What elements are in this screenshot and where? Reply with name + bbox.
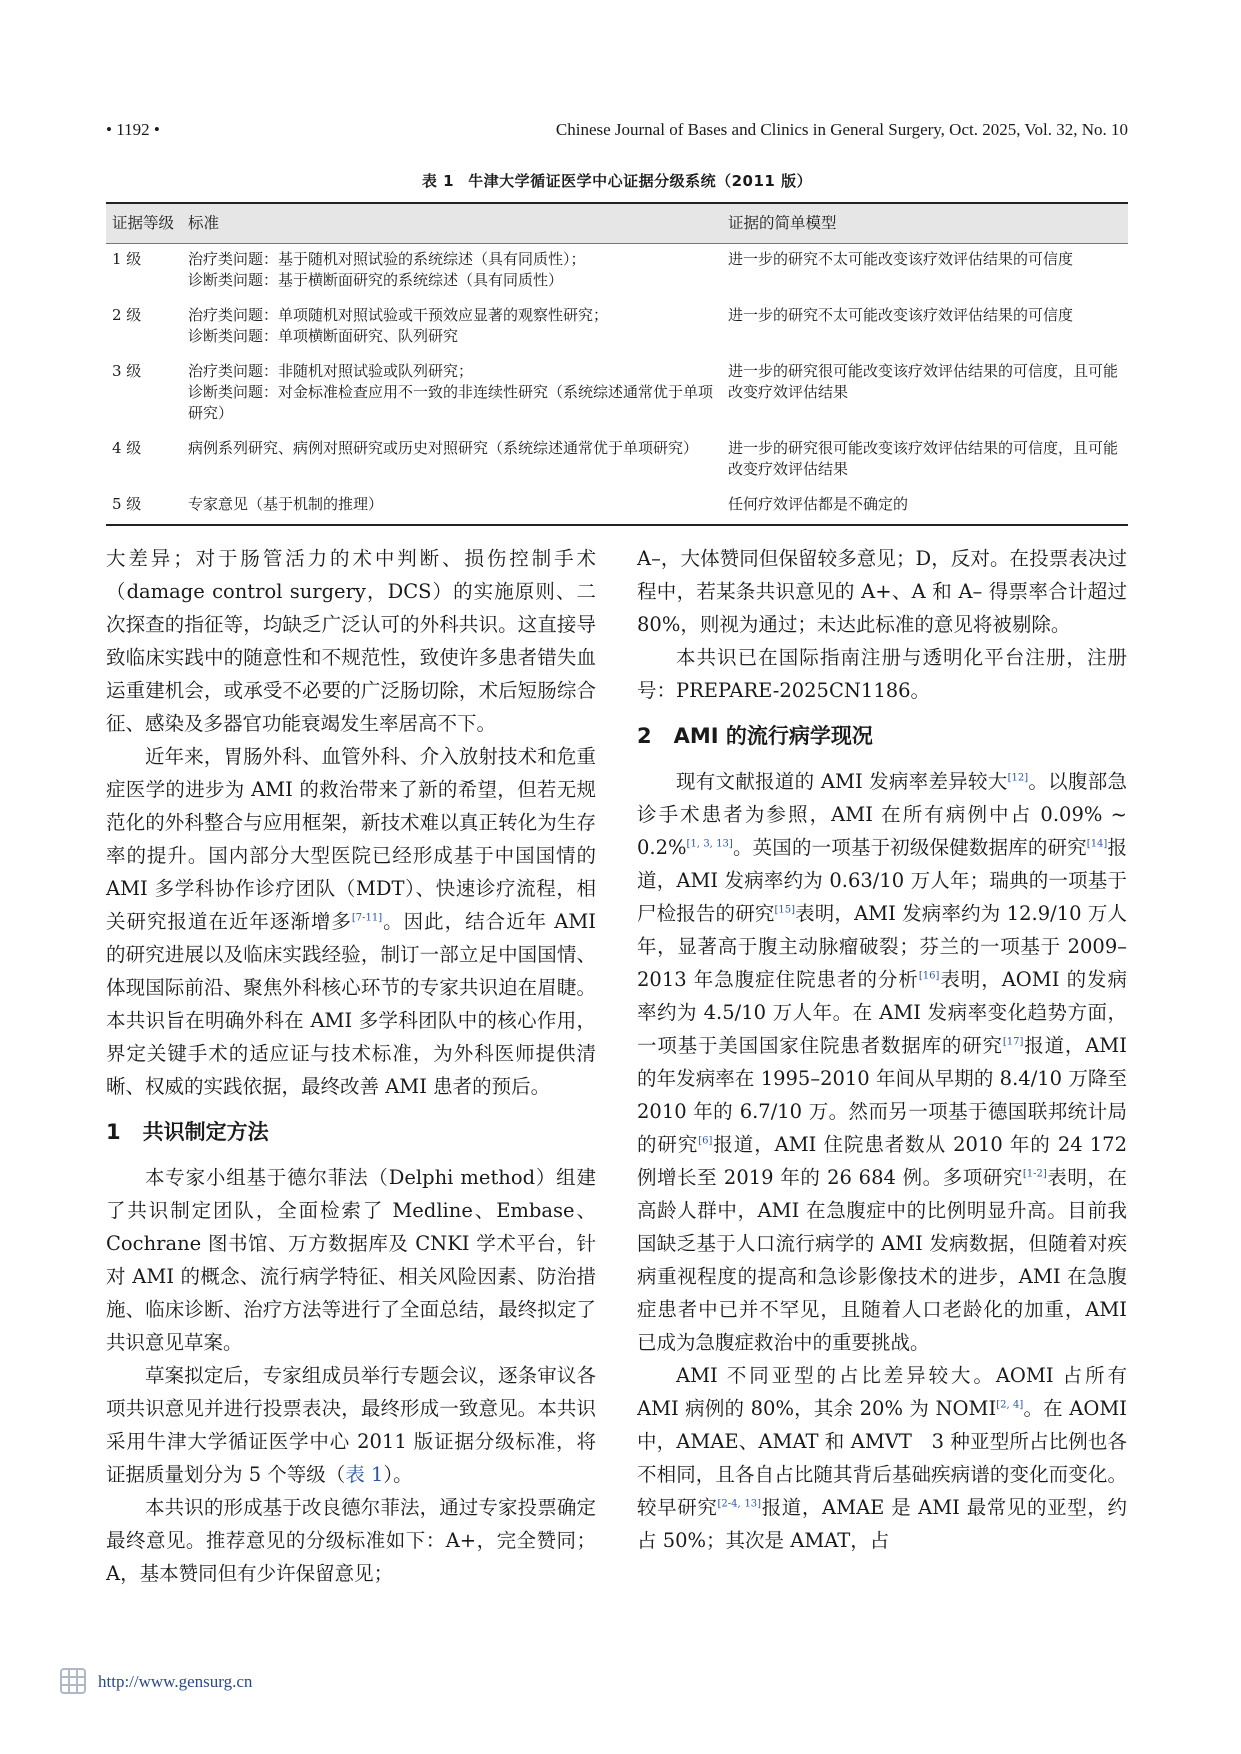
section-number: 2 — [637, 724, 652, 748]
paragraph: 本共识的形成基于改良德尔菲法，通过专家投票确定最终意见。推荐意见的分级标准如下：A+，完全赞同；A，基本赞同但有少许保留意见； — [106, 1496, 596, 1585]
citation-link[interactable]: [2-4, 13] — [717, 1498, 762, 1510]
paragraph: 本专家小组基于德尔菲法（Delphi method）组建了共识制定团队，全面检索了 Medline、Embase、Cochrane 图书馆、万方数据库及 CNKI 学术平台，针对 AMI 的概念、流行病学特征、相关风险因素、防治措施、临床诊断、治疗方法等进行了全面总结，最终拟定了共识意见草案。 — [106, 1166, 596, 1354]
citation-link[interactable]: [2, 4] — [996, 1399, 1024, 1411]
level-cell: 4 级 — [112, 439, 142, 457]
journal-logo-icon — [58, 1666, 88, 1696]
criteria-cell — [182, 489, 722, 525]
paragraph: A–，大体赞同但保留较多意见；D，反对。在投票表决过程中，若某条共识意见的 A+、A 和 A– 得票率合计超过 80%，则视为通过；未达此标准的意见将被剔除。 — [637, 547, 1127, 636]
citation-link[interactable]: [17] — [1002, 1036, 1024, 1048]
model-cell: 进一步的研究很可能改变该疗效评估结果的可信度，且可能改变疗效评估结果 — [728, 362, 1119, 401]
text-run: 表明，AMI 发病率约为 12.9/10 万人年，显著高于腹主动脉瘤破裂；芬兰的一项基于 2009–2013 年急腹症住院患者的分析 — [637, 902, 1127, 991]
citation-link[interactable]: [16] — [918, 970, 940, 982]
evidence-level-table — [106, 202, 1128, 526]
model-cell: 进一步的研究很可能改变该疗效评估结果的可信度，且可能改变疗效评估结果 — [728, 439, 1119, 478]
citation-link[interactable]: [1, 3, 13] — [686, 838, 733, 850]
criteria-line: 治疗类问题：单项随机对照试验或干预效应显著的观察性研究； — [188, 306, 609, 324]
model-cell: 进一步的研究不太可能改变该疗效评估结果的可信度 — [728, 306, 1074, 324]
table-header-row — [106, 203, 1128, 244]
paragraph: 大差异；对于肠管活力的术中判断、损伤控制手术（damage control surgery，DCS）的实施原则、二次探查的指征等，均缺乏广泛认可的外科共识。这直接导致临床实践中的随意性和不规范性，致使许多患者错失血运重建机会，或承受不必要的广泛肠切除，术后短肠综合征、感染及多器官功能衰竭发生率居高不下。 — [106, 547, 596, 735]
criteria-line: 治疗类问题：基于随机对照试验的系统综述（具有同质性）； — [188, 250, 586, 268]
left-column — [106, 542, 596, 1590]
section-heading — [637, 721, 1127, 751]
page-header — [106, 120, 1128, 144]
table-title: 牛津大学循证医学中心证据分级系统（2011 版） — [468, 172, 813, 190]
text-run: ）。 — [383, 1463, 413, 1486]
section-heading — [106, 1117, 596, 1147]
model-cell: 进一步的研究不太可能改变该疗效评估结果的可信度 — [728, 250, 1074, 268]
table-row — [106, 489, 1128, 525]
text-run: 。以腹部急诊手术患者为参照，AMI 在所有病例中占 0.09% ~ 0.2% — [637, 770, 1127, 859]
text-run: AMI 不同亚型的占比差异较大。AOMI 占所有 AMI 病例的 80%，其余 20% 为 NOMI — [637, 1364, 1127, 1420]
criteria-cell — [182, 244, 722, 301]
text-run: 草案拟定后，专家组成员举行专题会议，逐条审议各项共识意见并进行投票表决，最终形成一致意见。本共识采用牛津大学循证医学中心 2011 版证据分级标准，将证据质量划分为 5 个等级（ — [106, 1364, 596, 1486]
criteria-line: 诊断类问题：单项横断面研究、队列研究 — [188, 327, 459, 345]
page-number: • 1192 • — [106, 120, 160, 139]
criteria-line: 诊断类问题：对金标准检查应用不一致的非连续性研究（系统综述通常优于单项研究） — [188, 383, 714, 422]
citation-link[interactable]: [7-11] — [351, 912, 383, 924]
table-caption — [106, 170, 1128, 191]
right-column — [637, 542, 1127, 1557]
text-run: 表明，在高龄人群中，AMI 在急腹症中的比例明显升高。目前我国缺乏基于人口流行病学的 AMI 发病数据，但随着对疾病重视程度的提高和急诊影像技术的进步，AMI 在急腹症患者中已并不罕见，且随着人口老龄化的加重，AMI 已成为急腹症救治中的重要挑战。 — [637, 1166, 1127, 1354]
paragraph — [106, 1359, 596, 1491]
table-row — [106, 356, 1128, 433]
journal-website-link[interactable]: http://www.gensurg.cn — [98, 1672, 253, 1691]
section-title: AMI 的流行病学现况 — [673, 724, 873, 748]
criteria-line: 专家意见（基于机制的推理） — [188, 495, 384, 513]
table-row — [106, 433, 1128, 489]
table-reference-link[interactable]: 表 1 — [345, 1463, 384, 1486]
level-cell: 5 级 — [106, 489, 182, 525]
text-run: 。英国的一项基于初级保健数据库的研究 — [732, 836, 1087, 859]
citation-link[interactable]: [1-2] — [1022, 1168, 1047, 1180]
text-run: 近年来，胃肠外科、血管外科、介入放射技术和危重症医学的进步为 AMI 的救治带来了新的希望，但若无规范化的外科整合与应用框架，新技术难以真正转化为生存率的提升。国内部分大型医院已经形成基于中国国情的 AMI 多学科协作诊疗团队（MDT）、快速诊疗流程，相关研究报道在近年逐渐增多 — [106, 745, 596, 933]
citation-link[interactable]: [6] — [698, 1135, 713, 1147]
level-cell: 1 级 — [112, 250, 142, 268]
citation-link[interactable]: [15] — [774, 904, 796, 916]
criteria-line: 诊断类问题：基于横断面研究的系统综述（具有同质性） — [188, 271, 564, 289]
paragraph: 本共识已在国际指南注册与透明化平台注册，注册号：PREPARE-2025CN1186。 — [637, 646, 1127, 702]
text-run: 表明，AOMI 的发病率约为 4.5/10 万人年。在 AMI 发病率变化趋势方面，一项基于美国国家住院患者数据库的研究 — [637, 968, 1128, 1057]
criteria-cell — [182, 433, 722, 489]
criteria-line: 病例系列研究、病例对照研究或历史对照研究（系统综述通常优于单项研究） — [188, 439, 699, 457]
text-run: 报道，AMAE 是 AMI 最常见的亚型，约占 50%；其次是 AMAT，占 — [637, 1496, 1127, 1552]
journal-citation: Chinese Journal of Bases and Clinics in General Surgery, Oct. 2025, Vol. 32, No. 10 — [555, 120, 1128, 139]
text-run: 报道，AMI 的年发病率在 1995–2010 年间从早期的 8.4/10 万降至 2010 年的 6.7/10 万。然而另一项基于德国联邦统计局的研究 — [637, 1034, 1127, 1156]
table-row — [106, 300, 1128, 356]
paragraph — [637, 765, 1127, 1359]
text-run: 。在 AOMI 中，AMAE、AMAT 和 AMVT 3 种亚型所占比例也各不相同，且各自占比随其背后基础疾病谱的变化而变化。较早研究 — [637, 1397, 1127, 1519]
section-number: 1 — [106, 1120, 121, 1144]
header-criteria: 标准 — [182, 203, 722, 244]
level-cell: 3 级 — [112, 362, 142, 380]
text-run: 。因此，结合近年 AMI 的研究进展以及临床实践经验，制订一部立足中国国情、体现国际前沿、聚焦外科核心环节的专家共识迫在眉睫。本共识旨在明确外科在 AMI 多学科团队中的核心作用，界定关键手术的适应证与技术标准，为外科医师提供清晰、权威的实践依据，最终改善 AMI 患者的预后。 — [106, 910, 596, 1098]
paragraph — [637, 1359, 1127, 1557]
model-cell: 任何疗效评估都是不确定的 — [722, 489, 1128, 525]
criteria-line: 治疗类问题：非随机对照试验或队列研究； — [188, 362, 474, 380]
citation-link[interactable]: [12] — [1007, 772, 1029, 784]
section-title: 共识制定方法 — [142, 1120, 269, 1144]
table-number: 表 1 — [421, 172, 455, 190]
text-run: 报道，AMI 发病率约为 0.63/10 万人年；瑞典的一项基于尸检报告的研究 — [637, 836, 1127, 925]
text-run: 报道，AMI 住院患者数从 2010 年的 24 172 例增长至 2019 年的 26 684 例。多项研究 — [637, 1133, 1127, 1189]
text-run: 现有文献报道的 AMI 发病率差异较大 — [676, 770, 1008, 793]
paragraph — [106, 740, 596, 1103]
citation-link[interactable]: [14] — [1086, 838, 1108, 850]
header-level: 证据等级 — [106, 203, 182, 244]
table-row — [106, 244, 1128, 301]
criteria-cell — [182, 356, 722, 433]
criteria-cell — [182, 300, 722, 356]
level-cell: 2 级 — [112, 306, 142, 324]
header-model: 证据的简单模型 — [722, 203, 1128, 244]
